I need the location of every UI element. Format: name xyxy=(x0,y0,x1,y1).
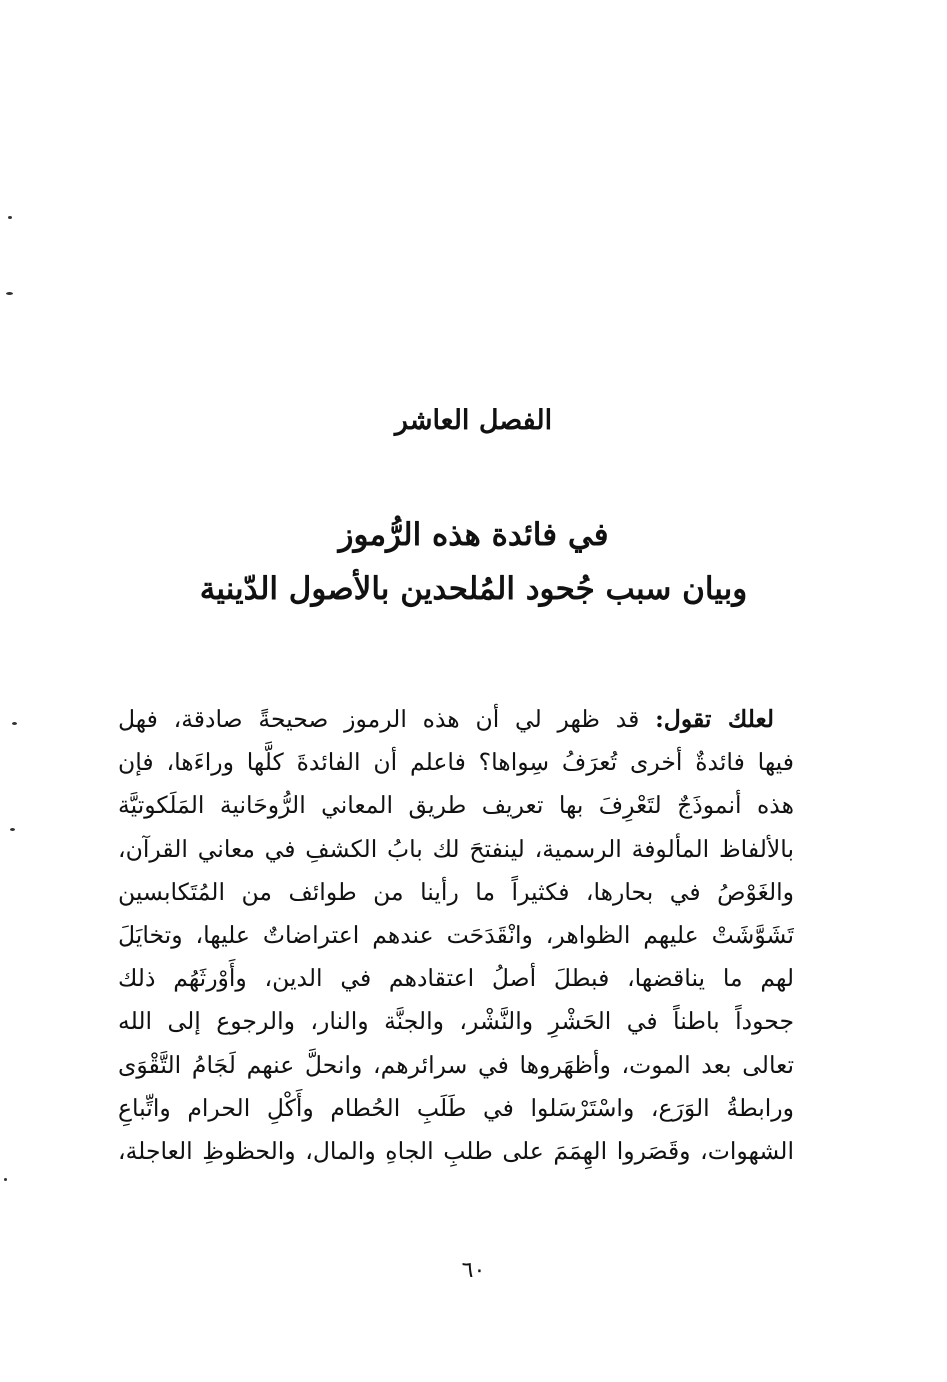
scan-speck xyxy=(8,216,12,219)
body-line-7: لهم ما يناقضها، فبطلَ أصلُ اعتقادهم في الدين، وأَوْرثَهُم ذلك xyxy=(118,964,794,993)
body-line-5: والغَوْصُ في بحارها، فكثيراً ما رأينا من طوائف من المُتَكابسين xyxy=(118,877,794,906)
page-number: ٦٠ xyxy=(461,1258,486,1283)
body-line-9: تعالى بعد الموت، وأظهَروها في سرائرهم، وانحلَّ عنهم لَجَامُ التَّقْوَى xyxy=(118,1050,794,1079)
body-line-6: تَشَوَّشَتْ عليهم الظواهر، وانْقَدَحَت عندهم اعتراضاتٌ عليها، وتخايَلَ xyxy=(118,920,794,949)
lead-phrase: لعلك تقول: xyxy=(655,705,774,733)
body-line-3: هذه أنموذَجٌ لتَعْرِفَ بها تعريف طريق المعاني الرُّوحَانية المَلَكوتيَّة xyxy=(118,791,794,820)
chapter-title-line-1: في فائدة هذه الرُّموز xyxy=(338,517,609,553)
body-paragraph xyxy=(118,698,794,1173)
body-line-4: بالألفاظ المألوفة الرسمية، لينفتحَ لك بابُ الكشفِ في معاني القرآن، xyxy=(118,834,794,863)
body-line-1 xyxy=(118,698,794,741)
chapter-label: الفصل العاشر xyxy=(394,405,553,436)
body-line-10: ورابطةُ الوَرَع، واسْتَرْسَلوا في طَلَبِ الحُطام وأَكْلِ الحرام واتِّباعِ xyxy=(118,1093,794,1122)
body-line-8: جحوداً باطناً في الحَشْرِ والنَّشْر، والجنَّة والنار، والرجوع إلى الله xyxy=(118,1007,794,1036)
body-line-11: الشهوات، وقَصَروا الهِمَمَ على طلبِ الجاهِ والمال، والحظوظِ العاجلة، xyxy=(118,1136,794,1165)
chapter-title-line-2: وبيان سبب جُحود المُلحدين بالأصول الدّينية xyxy=(199,571,748,607)
scan-speck xyxy=(10,828,15,831)
scan-speck xyxy=(6,292,13,295)
body-line-2: فيها فائدةٌ أخرى تُعرَفُ سِواها؟ فاعلم أن الفائدةَ كلَّها وراءَها، فإن xyxy=(118,748,794,777)
scan-speck xyxy=(12,722,17,725)
chapter-title xyxy=(0,508,947,616)
scan-speck xyxy=(4,1178,7,1181)
body-line-1-text: قد ظهر لي أن هذه الرموز صحيحةً صادقة، فهل xyxy=(118,705,656,733)
